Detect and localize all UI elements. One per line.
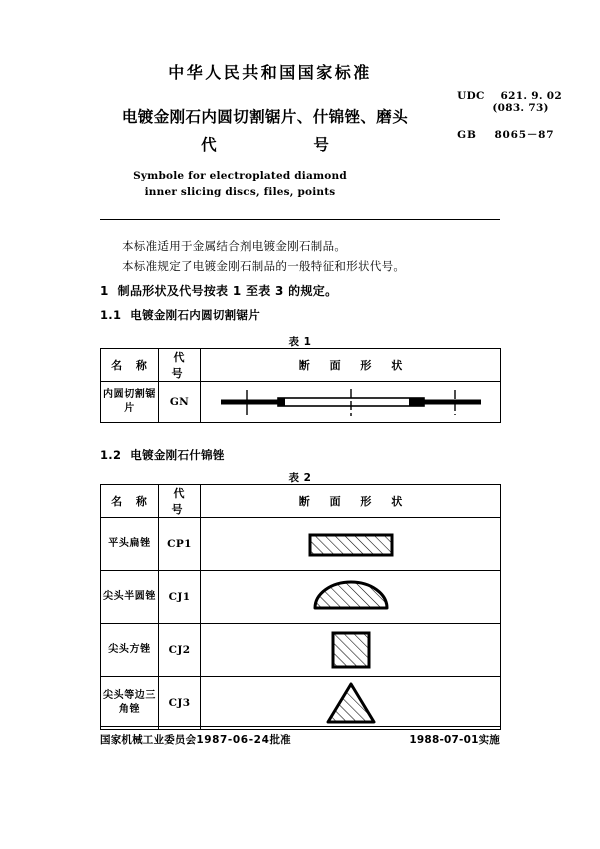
header-label: 代 号 — [171, 351, 190, 380]
cross-section-shape-cell — [201, 518, 501, 571]
approver-name: 国家机械工业委员会 — [100, 734, 197, 746]
english-title — [0, 168, 540, 200]
english-title-line-1: Symbole for electroplated diamond — [133, 170, 347, 182]
product-name-cell: 尖头半圆锉 — [101, 571, 159, 624]
table-1-header-code — [159, 349, 201, 382]
approval-statement — [100, 732, 291, 747]
header-label: 名 称 — [111, 495, 152, 508]
document-footer — [100, 732, 500, 747]
section-1-1-text: 电镀金刚石内圆切割锯片 — [130, 308, 261, 322]
triangular-file-section-icon — [323, 679, 379, 727]
shape-diagram-hatched-rectangle — [201, 526, 500, 562]
table-row — [101, 571, 501, 624]
header-divider — [100, 219, 500, 220]
document-header — [0, 60, 600, 155]
udc-value: 621. 9. 02 — [500, 90, 562, 102]
product-name-cell: 尖头方锉 — [101, 624, 159, 677]
product-code-cell: CJ3 — [159, 677, 201, 730]
cross-section-shape-cell — [201, 677, 501, 730]
udc-line — [457, 90, 562, 102]
product-code-cell: GN — [159, 382, 201, 423]
cross-section-shape-cell — [201, 571, 501, 624]
title-code-left: 代 — [201, 136, 217, 154]
section-1-number: 1 — [100, 284, 109, 298]
product-code-cell: CJ2 — [159, 624, 201, 677]
flat-file-section-icon — [305, 526, 397, 562]
table-2 — [100, 484, 501, 730]
product-name-cell: 尖头等边三角锉 — [101, 677, 159, 730]
shape-diagram-thin-blade-bar — [201, 385, 500, 419]
table-2-caption: 表 2 — [288, 472, 312, 484]
header-label: 代 号 — [171, 487, 190, 516]
slicing-disc-icon — [215, 385, 487, 419]
product-name-cell: 内圆切割锯片 — [101, 382, 159, 423]
product-code-cell: CP1 — [159, 518, 201, 571]
table-row — [101, 382, 501, 423]
gb-number: 8065－87 — [494, 129, 555, 141]
section-1-1-heading — [100, 307, 260, 323]
standard-code-block — [457, 90, 562, 142]
section-1-1-number: 1.1 — [100, 308, 122, 322]
table-2-header-code — [159, 485, 201, 518]
table-1-header-name — [101, 349, 159, 382]
section-1-text: 制品形状及代号按表 1 至表 3 的规定。 — [117, 284, 338, 298]
footer-divider — [100, 726, 500, 727]
scope-paragraph-2: 本标准规定了电镀金刚石制品的一般特征和形状代号。 — [122, 259, 406, 273]
section-1-2-heading — [100, 447, 225, 463]
header-label: 断 面 形 状 — [298, 359, 411, 372]
cross-section-shape-cell — [201, 624, 501, 677]
cross-section-shape-cell — [201, 382, 501, 423]
scope-paragraphs — [122, 236, 405, 276]
header-label: 断 面 形 状 — [298, 495, 411, 508]
table-2-header-name — [101, 485, 159, 518]
approval-word: 批准 — [269, 734, 291, 746]
gb-label: GB — [457, 129, 477, 141]
square-file-section-icon — [328, 628, 374, 672]
table-2-header-shape — [201, 485, 501, 518]
section-1-2-text: 电镀金刚石什锦锉 — [130, 448, 225, 462]
table-header-row — [101, 485, 501, 518]
header-label: 名 称 — [111, 359, 152, 372]
section-1-heading — [100, 282, 337, 299]
table-1-header-shape — [201, 349, 501, 382]
english-title-line-2: inner slicing discs, files, points — [144, 186, 336, 198]
gb-standard-number — [457, 127, 562, 142]
product-code-cell: CJ1 — [159, 571, 201, 624]
table-row — [101, 677, 501, 730]
shape-diagram-hatched-square — [201, 628, 500, 672]
shape-diagram-hatched-triangle — [201, 679, 500, 727]
approval-date: 1987-06-24 — [196, 734, 270, 746]
table-row — [101, 624, 501, 677]
title-code-right: 号 — [313, 136, 329, 154]
udc-sub-value: (083. 73) — [492, 102, 549, 114]
table-header-row — [101, 349, 501, 382]
page-title: 电镀金刚石内圆切割锯片、什锦锉、磨头 — [121, 108, 409, 126]
table-1 — [100, 348, 501, 423]
table-row — [101, 518, 501, 571]
table-1-caption: 表 1 — [288, 336, 312, 348]
udc-label: UDC — [457, 90, 485, 102]
shape-diagram-hatched-semicircle — [201, 577, 500, 617]
implementation-date: 1988-07-01实施 — [409, 734, 500, 746]
half-round-file-section-icon — [310, 577, 392, 617]
scope-paragraph-1: 本标准适用于金属结合剂电镀金刚石制品。 — [122, 239, 347, 253]
section-1-2-number: 1.2 — [100, 448, 122, 462]
national-standard-label: 中华人民共和国国家标准 — [168, 63, 372, 82]
product-name-cell: 平头扁锉 — [101, 518, 159, 571]
